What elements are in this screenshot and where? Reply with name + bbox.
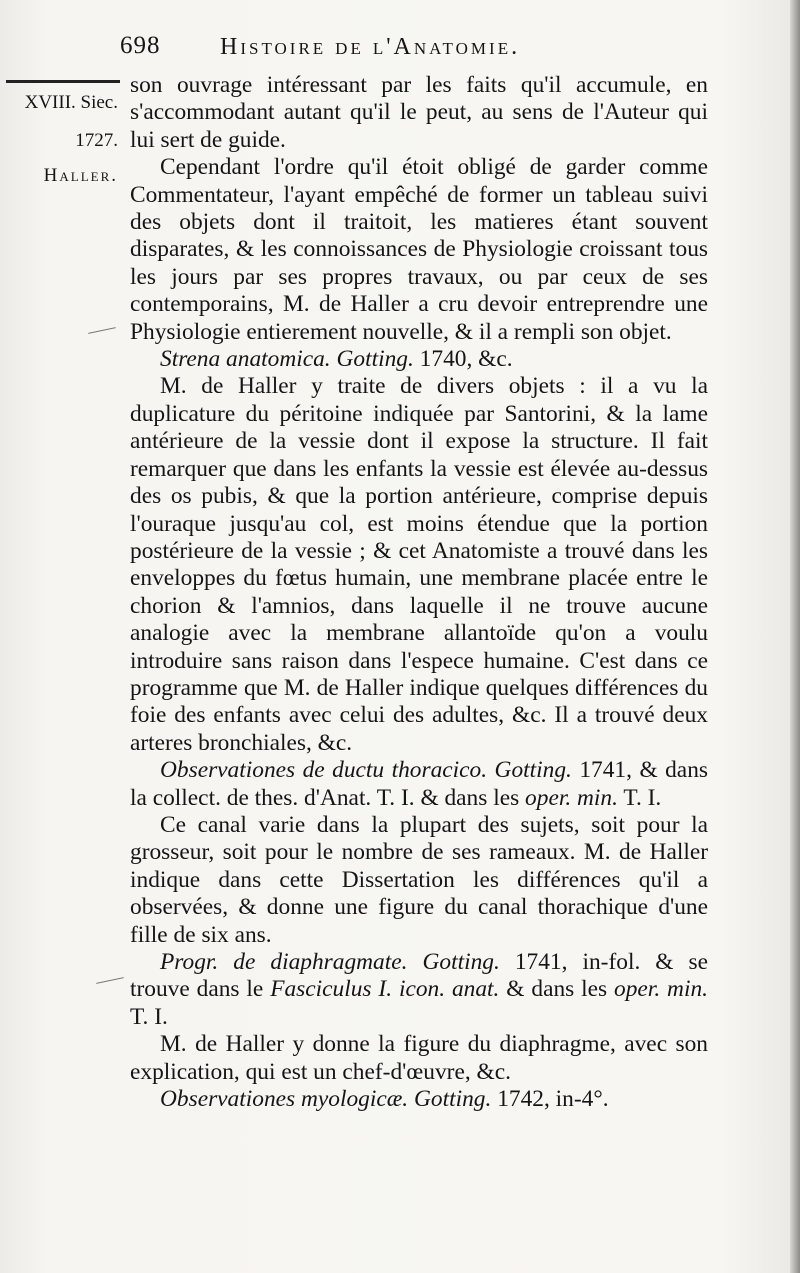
work-title: Observationes de ductu thoracico. Gotting. [160, 757, 572, 784]
page-number: 698 [120, 32, 161, 59]
work-title: Strena anatomica. Gotting. [160, 346, 414, 373]
work-entry-myologicae: Observationes myologicæ. Gotting. 1742, in-4°. [160, 1086, 609, 1113]
paragraph-physiologie: Cependant l'ordre qu'il étoit obligé de garder comme Commentateur, l'ayant empêché de former un tableau suivi des objets dont il traitoit, les matieres étant souvent disparates, & les connoissances de Physiologie croissant tous les jours par ses propres travaux, ou par ceux de ses contemporains, M. de Haller a cru devoir entreprendre une Physiologie entierement nouvelle, & il a rempli son objet. [130, 154, 708, 345]
work-entry-ductu: Observationes de ductu thoracico. Gotting. 1741, & dans la collect. de thes. d'Anat. T. I. & dans les oper. min. T. I. [130, 757, 708, 811]
work-title: Progr. de diaphragmate. Gotting. [160, 949, 500, 975]
work-title: Observationes myologicæ. Gotting. [160, 1086, 492, 1113]
paragraph-diaphragme: M. de Haller y donne la figure du diaphragme, avec son explication, qui est un chef-d'œuvre, &c. [130, 1031, 708, 1085]
margin-year: 1727. [75, 130, 118, 151]
main-text [130, 72, 708, 1113]
paragraph-strena: M. de Haller y traite de divers objets : il a vu la duplicature du péritoine indiquée par Santorini, & la lame antérieure de la vessie dont il expose la structure. Il fait remarquer que dans les enfants la vessie est élevée au-dessus des os pubis, & que la portion antérieure, comprise depuis l'ouraque jusqu'au col, est moins étendue que la portion postérieure de la vessie ; & cet Anatomiste a trouvé dans les enveloppes du fœtus humain, une membrane placée entre le chorion & l'amnios, dans laquelle il ne trouve aucune analogie avec la membrane allantoïde qu'on a voulu introduire sans raison dans l'espece humaine. C'est dans ce programme que M. de Haller indique quelques différences du foie des enfants avec celui des adultes, &c. Il a trouvé deux arteres bronchiales, &c. [130, 373, 708, 756]
margin-rule [6, 80, 120, 83]
page-header [120, 30, 710, 70]
margin-author: Haller. [43, 165, 118, 186]
pencil-mark [96, 977, 124, 984]
work-entry-strena: Strena anatomica. Gotting. 1740, &c. [160, 346, 513, 373]
page-edge [790, 0, 800, 1273]
running-title: Histoire de l'Anatomie. [220, 34, 521, 60]
work-entry-diaphragmate: Progr. de diaphragmate. Gotting. 1741, in-fol. & se trouve dans le Fasciculus I. icon. anat. & dans les oper. min. T. I. [130, 949, 708, 1030]
paragraph-continuation: son ouvrage intéressant par les faits qu'il accumule, en s'accommodant autant qu'il le peut, au sens de l'Auteur qui lui sert de guide. [130, 72, 708, 153]
margin-century: XVIII. Siec. [24, 92, 118, 113]
paragraph-canal: Ce canal varie dans la plupart des sujets, soit pour la grosseur, soit pour le nombre de ses rameaux. M. de Haller indique dans cette Dissertation les différences qu'il a observées, & donne une figure du canal thorachique d'une fille de six ans. [130, 811, 708, 948]
pencil-mark [88, 327, 116, 334]
